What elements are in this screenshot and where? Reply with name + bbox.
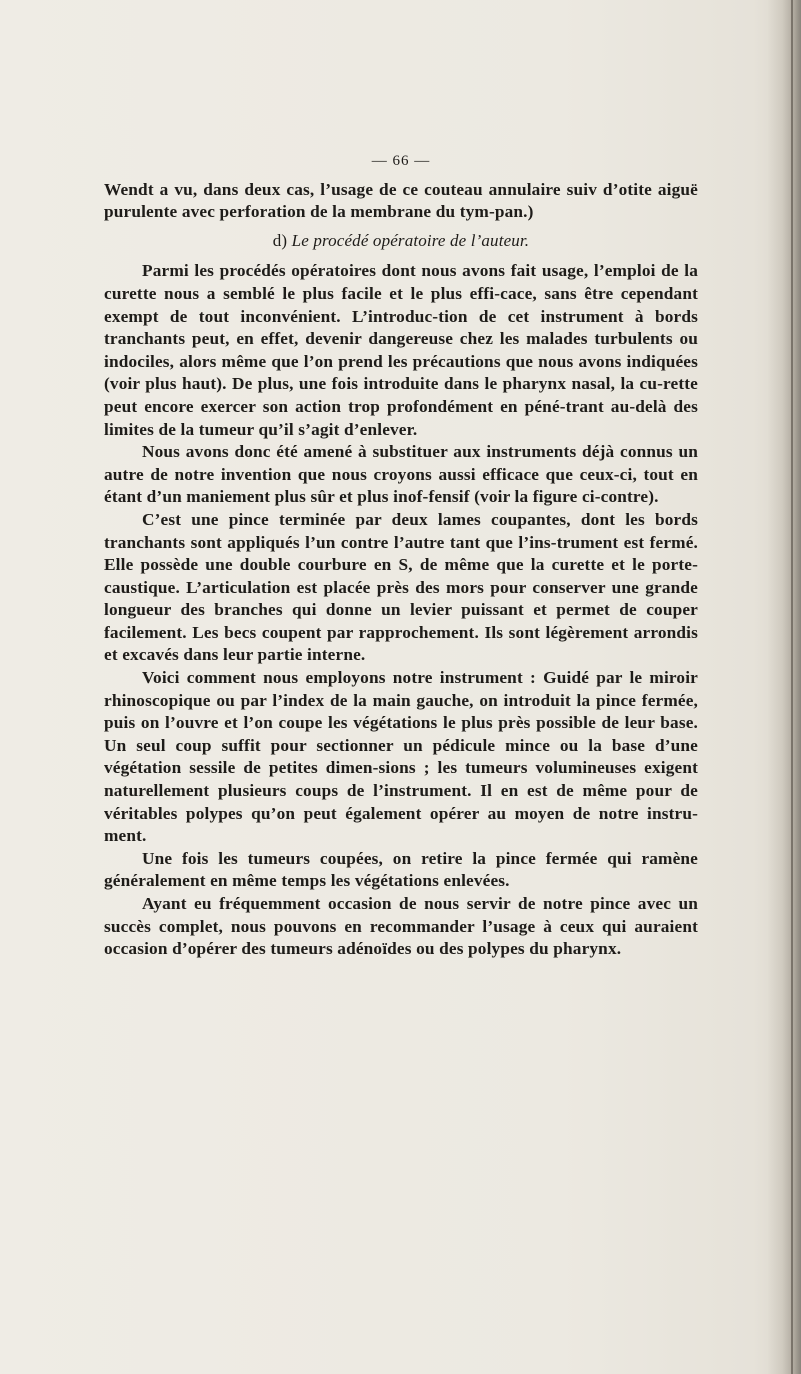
section-marker: d) — [272, 230, 288, 250]
paragraph-invention: Nous avons donc été amené à substituer aux instruments déjà connus un autre de notre invention que nous croyons aussi efficace que ceux-ci, tout en étant d’un maniement plus sûr et plus inof-fensif (voir la figure ci-contre). — [104, 442, 698, 507]
paragraph-retrait: Une fois les tumeurs coupées, on retire la pince fermée qui ramène généralement en même temps les végétations enlevées. — [104, 848, 698, 891]
spine-edge — [791, 0, 793, 1374]
page-text — [104, 150, 698, 961]
section-heading — [104, 230, 698, 253]
spine-shadow — [767, 0, 801, 1374]
paragraph-usage: Voici comment nous employons notre instrument : Guidé par le miroir rhinoscopique ou par l’index de la main gauche, on introduit la pince fermée, puis on l’ouvre et l’on coupe les végétations le plus près possible de leur base. Un seul coup suffit pour sectionner un pédicule mince ou la base d’une végétation sessile de petites dimen-sions ; les tumeurs volumineuses exigent naturellement plusieurs coups de l’instrument. Il en est de même pour de véritables polypes qu’on peut également opérer au moyen de notre instru-ment. — [104, 668, 698, 846]
paragraph-pince-description: C’est une pince terminée par deux lames coupantes, dont les bords tranchants sont appliqués l’un contre l’autre tant que l’ins-trument est fermé. Elle possède une double courbure en S, de même que la curette et le porte-caustique. L’articulation est placée près des mors pour conserver une grande longueur des branches qui donne un levier puissant et permet de couper facilement. Les becs coupent par rapprochement. Ils sont légèrement arrondis et excavés dans leur partie interne. — [104, 509, 698, 665]
paragraph-curette: Parmi les procédés opératoires dont nous avons fait usage, l’emploi de la curette nous a semblé le plus facile et le plus effi-cace, sans être cependant exempt de tout inconvénient. L’introduc-tion de cet instrument à bords tranchants peut, en effet, devenir dangereuse chez les malades turbulents ou indociles, alors même que l’on prend les précautions que nous avons indiquées (voir plus haut). De plus, une fois introduite dans le pharynx nasal, la cu-rette peut encore exercer son action trop profondément en péné-trant au-delà des limites de la tumeur qu’il s’agit d’enlever. — [104, 261, 698, 439]
intro-paragraph: Wendt a vu, dans deux cas, l’usage de ce couteau annulaire suiv d’otite aiguë purulente avec perforation de la membrane du tym-pan.) — [104, 179, 698, 222]
page-number: — 66 — — [371, 153, 431, 169]
section-title: Le procédé opératoire de l’auteur. — [291, 230, 530, 250]
paragraph-conclusion: Ayant eu fréquemment occasion de nous servir de notre pince avec un succès complet, nous pouvons en recommander l’usage à ceux qui auraient occasion d’opérer des tumeurs adénoïdes ou des polypes du pharynx. — [104, 894, 698, 959]
